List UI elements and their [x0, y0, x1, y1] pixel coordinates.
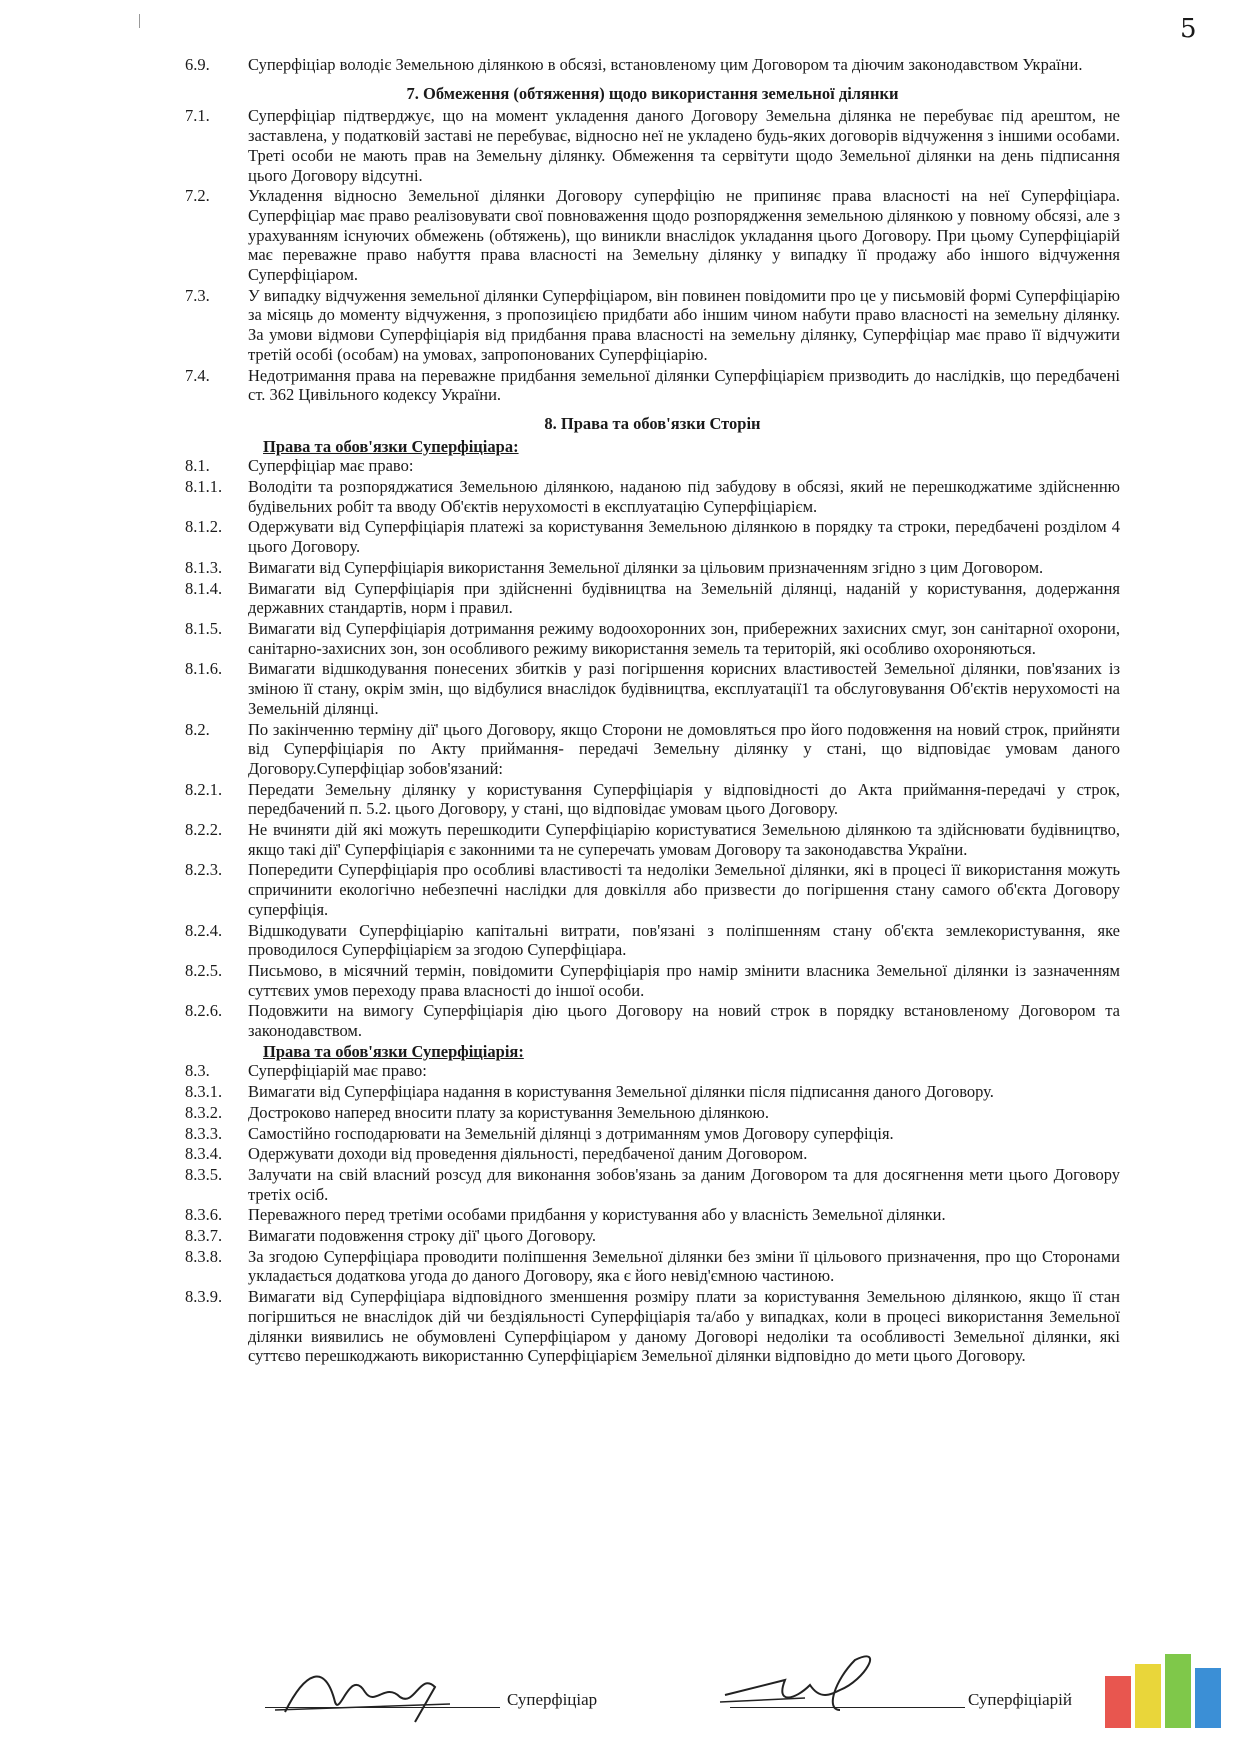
clause-item	[185, 477, 1120, 516]
edge-mark	[139, 14, 140, 28]
clause-item	[185, 579, 1120, 618]
clause-item	[185, 659, 1120, 718]
clause-text: За згодою Суперфіціара проводити поліпшення Земельної ділянки без зміни її цільового призначення, про що Сторонами укладається додаткова угода до даного Договору, яка є його невід'ємною частиною.	[248, 1246, 1120, 1286]
clause-number: 8.1.	[185, 456, 210, 476]
signature-left	[265, 1652, 465, 1732]
signature-right	[715, 1640, 915, 1725]
clause-item	[185, 55, 1120, 75]
clause-number: 8.3.1.	[185, 1082, 223, 1102]
logo-bar-yellow	[1135, 1664, 1161, 1728]
section7-items	[185, 106, 1120, 405]
clause-item	[185, 860, 1120, 919]
clause-number: 8.3.	[185, 1061, 210, 1081]
subhead-superficiariy: Права та обов'язки Суперфіціарія:	[263, 1041, 524, 1061]
clause-item	[185, 456, 1120, 476]
clause-item	[185, 961, 1120, 1000]
clause-number: 8.1.5.	[185, 618, 223, 638]
clause-text: Відшкодувати Суперфіціарію капітальні витрати, пов'язані з поліпшенням стану об'єкта землекористування, яке проводилося Суперфіціарієм за згодою Суперфіціара.	[248, 920, 1120, 960]
clause-number: 7.3.	[185, 285, 210, 305]
clause-item	[185, 1103, 1120, 1123]
clause-item	[185, 517, 1120, 556]
clause-item	[185, 921, 1120, 960]
clause-text: Вимагати від Суперфіціара надання в користування Земельної ділянки після підписання даного Договору.	[248, 1082, 994, 1102]
clause-item	[185, 1061, 1120, 1081]
watermark-logo	[1105, 1654, 1223, 1728]
clause-number: 8.2.2.	[185, 820, 223, 840]
logo-bar-red	[1105, 1676, 1131, 1728]
clause-item	[185, 558, 1120, 578]
clause-number: 8.3.2.	[185, 1102, 223, 1122]
clause-item	[185, 366, 1120, 405]
clause-text: Вимагати від Суперфіціарія дотримання режиму водоохоронних зон, прибережних захисних смуг, зон санітарної охорони, санітарно-захисних зон, зон особливого режиму використання земель та територій, які особливо охороняються.	[248, 618, 1120, 658]
clause-number: 8.3.4.	[185, 1144, 223, 1164]
clause-item	[185, 1124, 1120, 1144]
clause-text: Не вчиняти дій які можуть перешкодити Суперфіціарію користуватися Земельною ділянкою та здійснювати будівництво, якщо такі дії' Суперфіціарія є законними та не суперечать умовам Договору та законодавства України.	[248, 820, 1120, 859]
clause-text: Переважного перед третіми особами придбання у користування або у власність Земельної ділянки.	[248, 1205, 946, 1225]
clause-text: По закінченню терміну дії' цього Договору, якщо Сторони не домовляться про його подовження на новий строк, прийняти від Суперфіціарія по Акту приймання- передачі Земельну ділянку у стані, що відповідає умовам даного Договору.Суперфіціар зобов'язаний:	[248, 719, 1120, 778]
section8-title: 8. Права та обов'язки Сторін	[544, 413, 761, 433]
clause-number: 8.3.5.	[185, 1164, 223, 1184]
clause-item	[185, 619, 1120, 658]
clause-item	[185, 1247, 1120, 1286]
clause-number: 8.2.6.	[185, 1001, 223, 1021]
logo-bar-green	[1165, 1654, 1191, 1728]
signature-line-left	[265, 1706, 500, 1708]
clause-number: 8.3.8.	[185, 1246, 223, 1266]
clause-item	[185, 1001, 1120, 1040]
clause-number: 8.2.	[185, 719, 210, 739]
clause-number: 8.1.6.	[185, 659, 223, 679]
clause-number: 8.3.7.	[185, 1226, 223, 1246]
clause-text: У випадку відчуження земельної ділянки Суперфіціаром, він повинен повідомити про це у письмовій формі Суперфіціарію за місяць до моменту відчуження, з пропозицією придбати або іншим чином набути право власності на земельну ділянку. За умови відмови Суперфіціарія від придбання права власності на земельну ділянку, Суперфіціар має право її відчужити третій особі (особам) на умовах, запропонованих Суперфіціарію.	[248, 285, 1120, 364]
clause-number: 8.2.3.	[185, 860, 223, 880]
clause-number: 8.1.2.	[185, 517, 223, 537]
clause-number: 8.1.3.	[185, 557, 223, 577]
clause-text: Недотримання права на переважне придбання земельної ділянки Суперфіціарієм призводить до наслідків, що передбачені ст. 362 Цивільного кодексу України.	[248, 365, 1120, 405]
clause-number: 8.1.1.	[185, 477, 223, 497]
clause-text: Залучати на свій власний розсуд для виконання зобов'язань за даним Договором та для досягнення мети цього Договору третіх осіб.	[248, 1164, 1120, 1204]
clause-text: Попередити Суперфіціарія про особливі властивості та недоліки Земельної ділянки, які в процесі її використання можуть спричинити екологічно небезпечні наслідки для довкілля або призвести до погіршення стану самого об'єкта Договору суперфіція.	[248, 860, 1120, 919]
clause-text: Суперфіціар підтверджує, що на момент укладення даного Договору Земельна ділянка не перебуває під арештом, не заставлена, у податковій заставі не перебуває, відносно неї не укладено будь-яких договорів відчуження з іншими особами. Треті особи не мають прав на Земельну ділянку. Обмеження та сервітути щодо Земельної ділянки на день підписання цього Договору відсутні.	[248, 106, 1120, 185]
clause-item	[185, 1082, 1120, 1102]
signature-label-left: Суперфіціар	[507, 1690, 598, 1709]
clause-text: Одержувати від Суперфіціарія платежі за користування Земельною ділянкою в порядку та строки, передбачені розділом 4 цього Договору.	[248, 517, 1120, 557]
logo-bar-blue	[1195, 1668, 1221, 1728]
clause-item	[185, 820, 1120, 859]
clause-item	[185, 186, 1120, 285]
section8-items-superficiar	[185, 456, 1120, 1040]
clause-number: 6.9.	[185, 55, 210, 74]
clause-text: Вимагати від Суперфіціара відповідного зменшення розміру плати за користування Земельною ділянкою, якщо її стан погіршиться не внаслідок дій чи бездіяльності Суперфіціарія та/або у випадках, коли в процесі використання Земельної ділянки виявились не обумовлені Суперфіціаром у даному Договорі недоліки та особливості Земельної ділянки, які суттєво перешкоджають використанню Суперфіціарієм Земельної ділянки відповідно до мети цього Договору.	[248, 1287, 1120, 1366]
clause-text: Самостійно господарювати на Земельній ділянці з дотриманням умов Договору суперфіція.	[248, 1123, 894, 1143]
clause-number: 8.2.5.	[185, 960, 223, 980]
top-items	[185, 55, 1120, 75]
clause-text: Достроково наперед вносити плату за користування Земельною ділянкою.	[248, 1102, 769, 1122]
section7-title: 7. Обмеження (обтяження) щодо використання земельної ділянки	[406, 83, 899, 103]
clause-item	[185, 1226, 1120, 1246]
clause-item	[185, 1144, 1120, 1164]
clause-item	[185, 1205, 1120, 1225]
clause-item	[185, 1165, 1120, 1204]
clause-text: Письмово, в місячний термін, повідомити Суперфіціарія про намір змінити власника Земельної ділянки із зазначенням суттєвих умов переходу права власності до іншої особи.	[248, 960, 1120, 1000]
clause-text: Суперфіціарій має право:	[248, 1061, 427, 1081]
clause-number: 7.2.	[185, 186, 210, 206]
signature-footer	[0, 1640, 1240, 1730]
clause-number: 8.2.1.	[185, 779, 223, 799]
clause-item	[185, 286, 1120, 365]
clause-number: 8.1.4.	[185, 578, 223, 598]
clause-text: Володіти та розпоряджатися Земельною ділянкою, наданою під забудову в обсязі, який не перешкоджатиме здійсненню будівельних робіт та вводу Об'єктів нерухомості в експлуатацію Суперфіціарієм.	[248, 477, 1120, 516]
clause-item	[185, 720, 1120, 779]
clause-item	[185, 780, 1120, 819]
clause-number: 8.3.6.	[185, 1205, 223, 1225]
clause-number: 8.3.9.	[185, 1287, 223, 1307]
signature-label-right: Суперфіціарій	[968, 1690, 1072, 1709]
clause-text: Одержувати доходи від проведення діяльності, передбаченої даним Договором.	[248, 1144, 808, 1164]
document-body	[185, 55, 1120, 1367]
subhead-superficiar: Права та обов'язки Суперфіціара:	[263, 436, 519, 456]
clause-text: Вимагати подовження строку дії' цього Договору.	[248, 1226, 596, 1246]
page-number: 5	[1180, 14, 1197, 44]
clause-number: 7.1.	[185, 106, 210, 126]
clause-text: Вимагати від Суперфіціарія при здійсненні будівництва на Земельній ділянці, наданій у користування, додержання державних стандартів, норм і правил.	[248, 578, 1120, 618]
clause-number: 7.4.	[185, 365, 210, 385]
clause-text: Суперфіціар володіє Земельною ділянкою в обсязі, встановленому цим Договором та діючим законодавством України.	[248, 55, 1083, 74]
clause-text: Вимагати від Суперфіціарія використання Земельної ділянки за цільовим призначенням згідно з цим Договором.	[248, 557, 1044, 577]
clause-text: Подовжити на вимогу Суперфіціарія дію цього Договору на новий строк в порядку встановленому Договором та законодавством.	[248, 1001, 1120, 1041]
clause-text: Суперфіціар має право:	[248, 456, 414, 476]
clause-text: Передати Земельну ділянку у користування Суперфіціарія у відповідності до Акта приймання-передачі у строк, передбачений п. 5.2. цього Договору, у стані, що відповідає умовам цього Договору.	[248, 779, 1120, 819]
clause-text: Укладення відносно Земельної ділянки Договору суперфіцію не припиняє права власності на неї Суперфіціара. Суперфіціар має право реалізовувати свої повноваження щодо розпорядження земельною ділянкою у повному обсязі, але з урахуванням існуючих обмежень (обтяжень), що виникли внаслідок укладання цього Договору. При цьому Суперфіціарій має переважне право набуття права власності на Земельну ділянку у випадку її продажу або іншого відчуження Суперфіціаром.	[248, 186, 1120, 285]
section8-items-superficiariy	[185, 1061, 1120, 1366]
clause-number: 8.3.3.	[185, 1123, 223, 1143]
clause-number: 8.2.4.	[185, 920, 223, 940]
signature-line-right	[730, 1706, 965, 1708]
clause-text: Вимагати відшкодування понесених збитків у разі погіршення корисних властивостей Земельної ділянки, пов'язаних із зміною її стану, окрім змін, що відбулися внаслідок будівництва, експлуатації1 та обслуговування Об'єктів нерухомості на Земельній ділянці.	[248, 659, 1120, 718]
clause-item	[185, 1287, 1120, 1366]
clause-item	[185, 106, 1120, 185]
